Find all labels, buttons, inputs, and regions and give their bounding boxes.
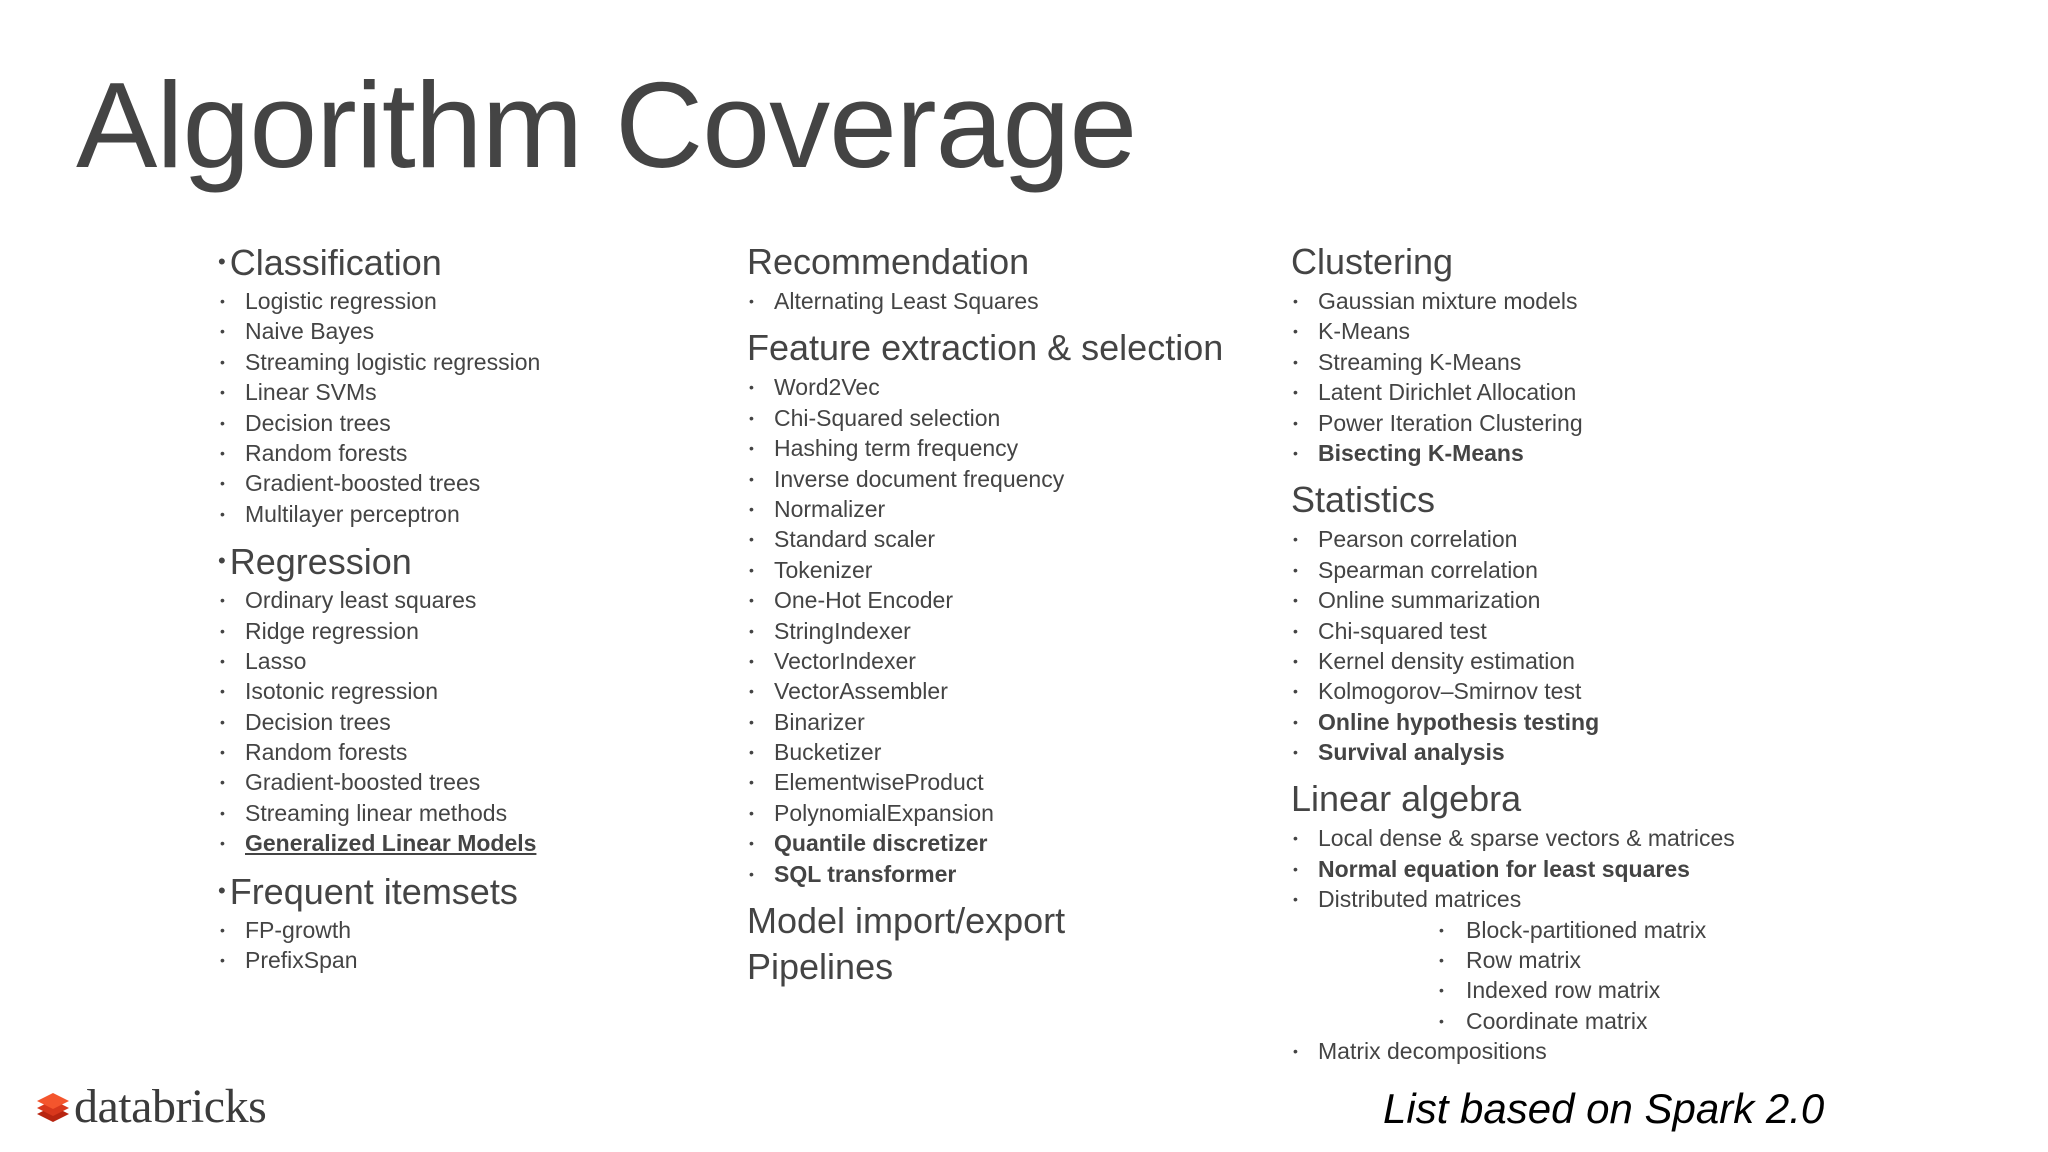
list-item — [218, 945, 540, 975]
list-item — [1291, 286, 1735, 316]
list-item — [218, 316, 540, 346]
list-item — [747, 707, 1223, 737]
list-item-label: Quantile discretizer — [774, 830, 988, 857]
list-item — [1291, 737, 1735, 767]
item-list — [218, 585, 540, 859]
item-list — [747, 286, 1223, 316]
list-item-label: Naive Bayes — [245, 318, 375, 345]
list-item — [218, 438, 540, 468]
list-item — [1291, 377, 1735, 407]
section-clustering — [1291, 240, 1735, 468]
section-heading: • Classification — [218, 240, 540, 284]
list-item-label: Multilayer perceptron — [245, 500, 460, 527]
list-item-label: Word2Vec — [774, 374, 880, 401]
list-item — [1291, 585, 1735, 615]
list-item — [1291, 524, 1735, 554]
list-item-label: Hashing term frequency — [774, 435, 1019, 462]
list-item-label: SQL transformer — [774, 860, 957, 887]
list-item-label: Block-partitioned matrix — [1466, 916, 1707, 943]
section-statistics — [1291, 478, 1735, 767]
list-item — [747, 676, 1223, 706]
list-item-label: Online summarization — [1318, 587, 1541, 614]
list-item — [747, 646, 1223, 676]
footer-note: List based on Spark 2.0 — [1383, 1085, 1825, 1132]
list-item — [1291, 707, 1735, 737]
list-item-label: Normalizer — [774, 495, 886, 522]
databricks-logo — [36, 1082, 266, 1132]
slide-title: Algorithm Coverage — [76, 57, 1137, 193]
list-item — [218, 798, 540, 828]
section-classification — [218, 240, 540, 529]
list-item-label: Inverse document frequency — [774, 465, 1065, 492]
section-heading: Linear algebra — [1291, 778, 1522, 820]
list-item — [218, 767, 540, 797]
logo-wordmark: databricks — [74, 1080, 267, 1133]
section-heading: Pipelines — [747, 946, 894, 988]
list-item — [1291, 347, 1735, 377]
list-item — [218, 915, 540, 945]
list-item-label: Online hypothesis testing — [1318, 708, 1600, 735]
section-linear-algebra — [1291, 777, 1735, 1066]
section-heading: Clustering — [1291, 241, 1454, 282]
list-item — [1291, 646, 1735, 676]
section-heading: • Regression — [218, 539, 540, 583]
section-heading: Model import/export — [747, 900, 1066, 942]
list-item — [218, 646, 540, 676]
list-item-label: Isotonic regression — [245, 678, 439, 705]
list-item-label: VectorAssembler — [774, 678, 948, 705]
sub-list-item — [1291, 975, 1735, 1005]
item-list — [747, 372, 1223, 889]
list-item-label: Latent Dirichlet Allocation — [1318, 379, 1577, 406]
list-item-label: PolynomialExpansion — [774, 799, 994, 826]
list-item-label: Pearson correlation — [1318, 526, 1518, 553]
list-item — [218, 499, 540, 529]
item-list — [1291, 823, 1735, 1066]
list-item-label: Chi-squared test — [1318, 617, 1487, 644]
list-item — [747, 555, 1223, 585]
list-item-label: Survival analysis — [1318, 739, 1505, 766]
list-item — [218, 828, 540, 858]
list-item — [747, 494, 1223, 524]
list-item-label: K-Means — [1318, 318, 1411, 345]
list-item — [218, 377, 540, 407]
list-item — [747, 585, 1223, 615]
section-recommendation — [747, 240, 1223, 316]
list-item-label: Ridge regression — [245, 617, 419, 644]
list-item — [747, 372, 1223, 402]
list-item — [747, 286, 1223, 316]
column-3 — [1291, 240, 1735, 1077]
section-heading: • Frequent itemsets — [218, 869, 540, 913]
list-item — [1291, 555, 1735, 585]
list-item-label: Normal equation for least squares — [1318, 855, 1690, 882]
list-item — [747, 433, 1223, 463]
list-item-label: Streaming logistic regression — [245, 348, 541, 375]
section-heading: Recommendation — [747, 241, 1030, 282]
sub-list-item — [1291, 945, 1735, 975]
list-item-label: Matrix decompositions — [1318, 1038, 1547, 1065]
section-pipelines — [747, 945, 1223, 989]
list-item-label: Gradient-boosted trees — [245, 769, 481, 796]
list-item-label: StringIndexer — [774, 617, 911, 644]
section-model-import-export — [747, 899, 1223, 943]
list-item-label: Power Iteration Clustering — [1318, 409, 1583, 436]
list-item-label: Random forests — [245, 439, 408, 466]
list-item — [218, 347, 540, 377]
list-item-label: Spearman correlation — [1318, 556, 1538, 583]
list-item-label: Local dense & sparse vectors & matrices — [1318, 825, 1735, 852]
databricks-logo-icon — [36, 1090, 70, 1124]
list-item-label: Ordinary least squares — [245, 587, 477, 614]
item-list — [1291, 524, 1735, 767]
list-item — [747, 828, 1223, 858]
list-item — [218, 585, 540, 615]
list-item — [1291, 408, 1735, 438]
section-regression — [218, 539, 540, 859]
list-item — [1291, 854, 1735, 884]
list-item — [747, 464, 1223, 494]
list-item-label: Kernel density estimation — [1318, 647, 1575, 674]
list-item-label: Lasso — [245, 647, 307, 674]
list-item — [218, 286, 540, 316]
list-item — [747, 859, 1223, 889]
list-item-label: Bisecting K-Means — [1318, 439, 1524, 466]
list-item-label: Tokenizer — [774, 556, 873, 583]
list-item-label: Streaming K-Means — [1318, 348, 1522, 375]
item-list — [218, 915, 540, 976]
list-item-label: PrefixSpan — [245, 947, 358, 974]
sub-list-item — [1291, 915, 1735, 945]
list-item — [1291, 884, 1735, 914]
list-item — [218, 616, 540, 646]
list-item — [1291, 676, 1735, 706]
list-item — [747, 616, 1223, 646]
list-item-label: One-Hot Encoder — [774, 587, 953, 614]
list-item-label: Streaming linear methods — [245, 799, 508, 826]
list-item — [1291, 316, 1735, 346]
list-item-label: FP-growth — [245, 916, 352, 943]
list-item-label: Alternating Least Squares — [774, 288, 1039, 314]
section-feature-extraction-selection — [747, 326, 1223, 889]
list-item-label: Logistic regression — [245, 288, 437, 314]
list-item-label: Kolmogorov–Smirnov test — [1318, 678, 1582, 705]
list-item — [747, 767, 1223, 797]
list-item-label: Coordinate matrix — [1466, 1007, 1648, 1034]
item-list — [218, 286, 540, 529]
list-item — [218, 408, 540, 438]
list-item-label: VectorIndexer — [774, 647, 916, 674]
list-item — [747, 524, 1223, 554]
list-item-label: Binarizer — [774, 708, 865, 735]
list-item-label: Chi-Squared selection — [774, 404, 1001, 431]
list-item-label: Distributed matrices — [1318, 886, 1522, 913]
list-item — [747, 798, 1223, 828]
list-item — [218, 468, 540, 498]
list-item-label: Standard scaler — [774, 526, 936, 553]
list-item-label: Gaussian mixture models — [1318, 288, 1578, 314]
list-item — [1291, 1036, 1735, 1066]
item-list — [1291, 286, 1735, 468]
list-item-label: Linear SVMs — [245, 379, 377, 406]
list-item — [1291, 616, 1735, 646]
list-item — [1291, 438, 1735, 468]
sub-list-item — [1291, 1006, 1735, 1036]
section-heading: Feature extraction & selection — [747, 327, 1224, 369]
list-item-label: Random forests — [245, 739, 408, 766]
list-item — [218, 707, 540, 737]
list-item — [747, 403, 1223, 433]
section-heading: Statistics — [1291, 479, 1436, 521]
list-item-label: Gradient-boosted trees — [245, 470, 481, 497]
list-item — [747, 737, 1223, 767]
list-item — [218, 676, 540, 706]
column-2 — [747, 240, 1223, 991]
list-item-label: Decision trees — [245, 708, 391, 735]
list-item-label: ElementwiseProduct — [774, 769, 984, 796]
list-item-label: Decision trees — [245, 409, 391, 436]
list-item — [218, 737, 540, 767]
list-item-label: Indexed row matrix — [1466, 977, 1661, 1004]
list-item-label: Generalized Linear Models — [245, 830, 537, 857]
column-1 — [218, 240, 540, 985]
list-item-label: Row matrix — [1466, 947, 1582, 974]
section-frequent-itemsets — [218, 869, 540, 976]
list-item — [1291, 823, 1735, 853]
list-item-label: Bucketizer — [774, 739, 882, 766]
